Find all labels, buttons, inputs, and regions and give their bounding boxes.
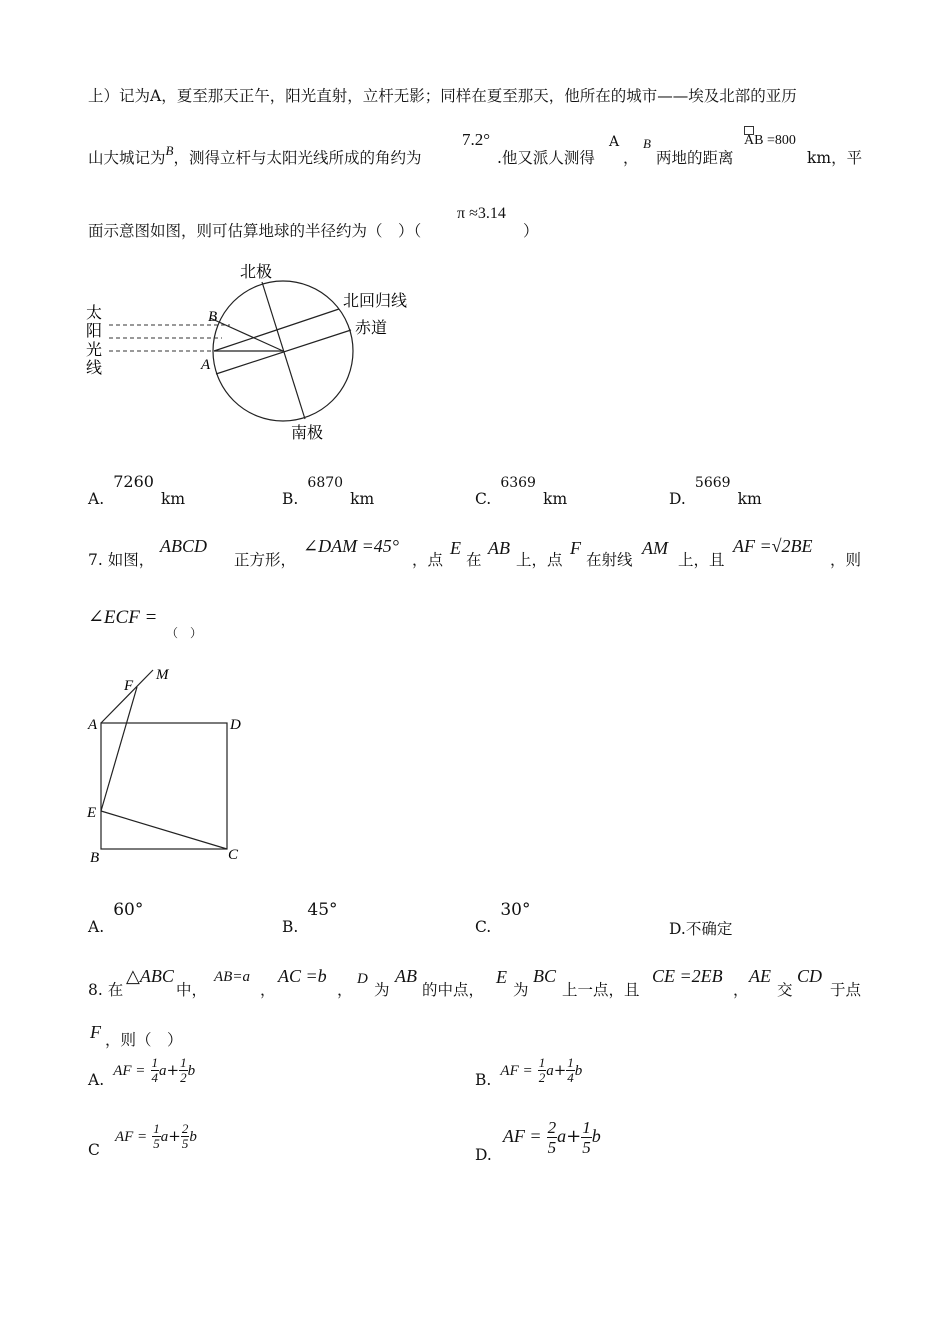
q7-text-c: ，点 — [412, 551, 444, 569]
q7-number: 7. 如图， — [88, 551, 155, 569]
sun-ray-char-1: 太 — [86, 305, 103, 322]
q7-option-b[interactable]: B. 45° — [282, 900, 338, 936]
q8-text-c: ， — [260, 981, 276, 999]
q6-option-b[interactable]: B. 6870 km — [282, 475, 375, 508]
q8-text-i: ， — [733, 981, 749, 999]
q7-square-figure — [0, 655, 300, 870]
q6-option-a[interactable]: A. 7260 km — [88, 472, 186, 508]
q6-earth-figure — [0, 0, 950, 460]
q6-line3-a: 面示意图如图，则可估算地球的半径约为（ ）（ — [88, 222, 422, 240]
tropic-label: 北回归线 — [343, 293, 408, 310]
fig-point-a: A — [201, 357, 211, 373]
q8-segment-ab: AB — [395, 966, 417, 986]
q7-condition: AF =√2BE — [733, 536, 813, 556]
q8-text-k: 于点 — [830, 981, 862, 999]
q8-ce-condition: CE =2EB — [652, 966, 723, 986]
q6-line1: 上）记为A，夏至那天正午，阳光直射，立杆无影；同样在夏至那天，他所在的城市——埃及北部的亚历 — [88, 87, 797, 105]
q8-triangle: △ABC — [126, 966, 174, 986]
q8-text-d: ， — [337, 981, 353, 999]
south-pole-label: 南极 — [291, 425, 324, 442]
q8-segment-cd: CD — [797, 966, 823, 986]
q7-segment-ab: AB — [488, 538, 510, 558]
q6-line2-c: .他又派人测得 — [497, 149, 595, 167]
sun-ray-char-2: 阳 — [86, 323, 103, 340]
q7-text-e: 上，点 — [516, 551, 563, 569]
q7-abcd: ABCD — [160, 536, 207, 556]
north-pole-label: 北极 — [240, 264, 273, 281]
q6-arc-expr: AB =800 — [744, 133, 796, 148]
q6-option-c[interactable]: C. 6369 km — [475, 475, 568, 508]
q8-option-c[interactable]: C AF = $\frac{1}{5}$ a+ $\frac{2}{5}$ b — [88, 1121, 197, 1159]
q6-comma: ， — [623, 149, 639, 167]
q7-point-e: E — [450, 538, 461, 558]
q7-paren: （ ） — [166, 626, 203, 640]
q7-text-f: 在射线 — [586, 551, 633, 569]
q7-angle-dam: ∠DAM =45° — [303, 536, 399, 556]
q7-text-g: 上，且 — [678, 551, 725, 569]
sun-ray-char-3: 光 — [86, 342, 103, 359]
q7-option-d[interactable]: D.不确定 — [669, 920, 733, 938]
q6-line2-text-a: 山大城记为 — [88, 149, 166, 167]
q7-ask: ∠ECF = — [88, 607, 158, 628]
q6-angle: 7.2° — [462, 130, 491, 149]
fig-label-c: C — [228, 847, 239, 863]
q7-text-d: 在 — [466, 551, 482, 569]
q8-number: 8. 在 — [88, 981, 124, 999]
q7-text-b: 正方形， — [234, 551, 297, 569]
q8-segment-bc: BC — [533, 966, 557, 986]
q8-point-f: F — [90, 1022, 101, 1042]
q6-line2-text-b: ，测得立杆与太阳光线所成的角约为 — [173, 149, 422, 167]
q8-text-g: 为 — [513, 981, 529, 999]
q8-segment-ae: AE — [749, 966, 771, 986]
fig-label-m: M — [156, 667, 169, 683]
q7-point-f: F — [570, 538, 581, 558]
fig-label-e: E — [87, 805, 97, 821]
q8-ab-eq-a: AB=a — [214, 969, 250, 985]
q6-point-a: A — [609, 134, 620, 150]
fig-label-d: D — [230, 717, 241, 733]
q8-point-e: E — [496, 967, 507, 987]
q6-point-b2: B — [643, 136, 651, 151]
q8-point-d: D — [357, 971, 368, 987]
q7-option-a[interactable]: A. 60° — [88, 900, 144, 936]
q8-ac-eq-b: AC =b — [278, 966, 327, 986]
q8-text-f: 的中点， — [422, 981, 485, 999]
q8-option-b[interactable]: B. AF = $\frac{1}{2}$ a+ $\frac{1}{4}$ b — [475, 1055, 583, 1089]
segment-ef — [101, 687, 137, 811]
sun-ray-char-4: 线 — [86, 360, 103, 377]
q8-option-d[interactable]: D. AF = $\frac{2}{5}$ a+ $\frac{1}{5}$ b — [475, 1118, 601, 1164]
q8-option-a[interactable]: A. AF = $\frac{1}{4}$ a+ $\frac{1}{2}$ b — [88, 1055, 196, 1089]
fig-label-f: F — [124, 678, 134, 694]
q8-text-j: 交 — [777, 981, 793, 999]
q6-option-d[interactable]: D. 5669 km — [669, 475, 762, 508]
q8-text-b: 中， — [176, 981, 208, 999]
q8-text-l: ，则（ ） — [105, 1031, 183, 1049]
q7-option-c[interactable]: C. 30° — [475, 900, 531, 936]
equator-label: 赤道 — [355, 320, 388, 337]
equator-line — [216, 330, 351, 374]
radius-b — [210, 318, 283, 351]
q6-point-b: B — [165, 143, 174, 158]
fig-label-a: A — [88, 717, 98, 733]
q6-line2-e: km，平 — [807, 149, 863, 167]
q6-pi-expr: π ≈3.14 — [457, 205, 506, 222]
q7-text-h: ，则 — [830, 551, 862, 569]
tropic-line — [214, 309, 339, 351]
q6-line2-d: 两地的距离 — [656, 149, 734, 167]
q8-text-h: 上一点，且 — [562, 981, 640, 999]
segment-ec — [101, 811, 227, 849]
q8-text-e: 为 — [374, 981, 390, 999]
fig-label-b: B — [90, 850, 100, 866]
q6-line3-b: ） — [523, 222, 539, 240]
q7-ray-am: AM — [642, 538, 668, 558]
fig-point-b: B — [208, 309, 218, 325]
